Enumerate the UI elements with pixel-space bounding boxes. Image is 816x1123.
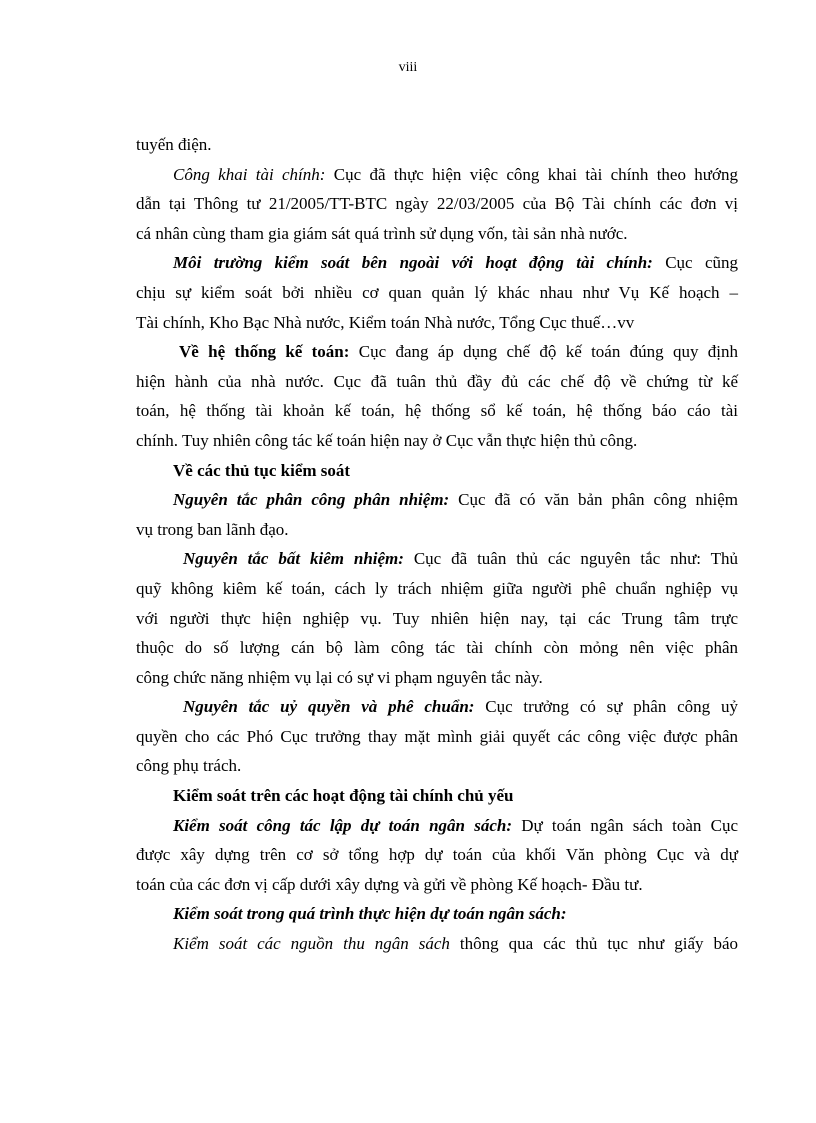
text-line <box>136 544 738 574</box>
text-line <box>136 456 738 486</box>
text-line <box>136 396 738 426</box>
text-line <box>136 189 738 219</box>
text-line <box>136 722 738 752</box>
text-line <box>136 160 738 190</box>
text-run: Cục trưởng có sự phân công uỷ <box>474 697 738 717</box>
term-bat-kiem-nhiem: Nguyên tắc bất kiêm nhiệm: <box>183 549 404 569</box>
text-line <box>136 663 738 693</box>
text-run: với người thực hiện nghiệp vụ. Tuy nhiên hiện nay, tại các Trung tâm trực <box>136 608 738 628</box>
text-line <box>136 633 738 663</box>
text-run: công chức năng nhiệm vụ lại có sự vi phạm nguyên tắc này. <box>136 667 543 687</box>
text-run: cá nhân cùng tham gia giám sát quá trình sử dụng vốn, tài sản nhà nước. <box>136 223 628 243</box>
text-run: quỹ không kiêm kế toán, cách ly trách nhiệm giữa người phê chuẩn nghiệp vụ <box>136 578 738 598</box>
text-run: hiện hành của nhà nước. Cục đã tuân thủ đầy đủ các chế độ về chứng từ kế <box>136 371 738 391</box>
text-line <box>136 278 738 308</box>
text-line <box>136 308 738 338</box>
text-run: toán, hệ thống tài khoản kế toán, hệ thống sổ kế toán, hệ thống báo cáo tài <box>136 401 738 421</box>
text-line <box>136 574 738 604</box>
term-thuc-hien-du-toan: Kiểm soát trong quá trình thực hiện dự toán ngân sách: <box>173 904 567 924</box>
text-line <box>136 692 738 722</box>
text-line <box>136 929 738 959</box>
document-body <box>136 130 738 959</box>
text-line <box>136 337 738 367</box>
text-run: thuộc do số lượng cán bộ làm công tác tài chính còn mỏng nên việc phân <box>136 638 738 658</box>
page-number: viii <box>398 60 418 75</box>
text-run: chịu sự kiểm soát bởi nhiều cơ quan quản lý khác nhau như Vụ Kế hoạch – <box>136 282 738 302</box>
text-run: quyền cho các Phó Cục trưởng thay mặt mình giải quyết các công việc được phân <box>136 726 738 746</box>
heading-kiem-soat-hoat-dong: Kiểm soát trên các hoạt động tài chính chủ yếu <box>173 786 514 806</box>
text-run: Cục đã có văn bản phân công nhiệm <box>449 490 738 510</box>
text-line <box>136 219 738 249</box>
text-run: tuyến điện. <box>136 135 212 154</box>
term-nguon-thu: Kiểm soát các nguồn thu ngân sách <box>173 934 450 954</box>
text-run: vụ trong ban lãnh đạo. <box>136 519 289 539</box>
text-line <box>136 426 738 456</box>
term-moi-truong-kiem-soat: Môi trường kiểm soát bên ngoài với hoạt động tài chính: <box>173 253 653 273</box>
text-run: toán của các đơn vị cấp dưới xây dựng và gửi về phòng Kế hoạch- Đầu tư. <box>136 874 643 894</box>
text-line <box>136 130 738 160</box>
text-run: công phụ trách. <box>136 756 242 776</box>
text-line <box>136 515 738 545</box>
text-line <box>136 751 738 781</box>
text-run: Tài chính, Kho Bạc Nhà nước, Kiểm toán Nhà nước, Tổng Cục thuế…vv <box>136 312 635 332</box>
text-run: dẫn tại Thông tư 21/2005/TT-BTC ngày 22/03/2005 của Bộ Tài chính các đơn vị <box>136 194 738 214</box>
text-line <box>136 811 738 841</box>
text-run: chính. Tuy nhiên công tác kế toán hiện nay ở Cục vẫn thực hiện thủ công. <box>136 430 638 450</box>
text-run: Dự toán ngân sách toàn Cục <box>512 815 738 835</box>
heading-thu-tuc-kiem-soat: Về các thủ tục kiểm soát <box>173 460 351 480</box>
text-run: Cục đang áp dụng chế độ kế toán đúng quy định <box>349 342 739 362</box>
text-run: Cục cũng <box>652 253 738 273</box>
text-line <box>136 485 738 515</box>
text-line <box>136 248 738 278</box>
text-run: thông qua các thủ tục như giấy báo <box>449 934 738 954</box>
text-line <box>136 870 738 900</box>
text-line <box>136 604 738 634</box>
term-phan-cong-phan-nhiem: Nguyên tắc phân công phân nhiệm: <box>173 490 450 510</box>
term-cong-khai-tai-chinh: Công khai tài chính: <box>173 164 326 184</box>
text-run: được xây dựng trên cơ sở tổng hợp dự toán của khối Văn phòng Cục và dự <box>136 845 738 865</box>
term-uy-quyen-phe-chuan: Nguyên tắc uỷ quyền và phê chuẩn: <box>183 697 475 717</box>
text-line <box>136 367 738 397</box>
term-lap-du-toan: Kiểm soát công tác lập dự toán ngân sách: <box>173 815 512 835</box>
text-run: Cục đã tuân thủ các nguyên tắc như: Thủ <box>403 549 738 569</box>
heading-he-thong-ke-toan: Về hệ thống kế toán: <box>179 342 350 362</box>
text-line <box>136 899 738 929</box>
text-run: Cục đã thực hiện việc công khai tài chính theo hướng <box>325 164 739 184</box>
text-line <box>136 840 738 870</box>
text-line <box>136 781 738 811</box>
